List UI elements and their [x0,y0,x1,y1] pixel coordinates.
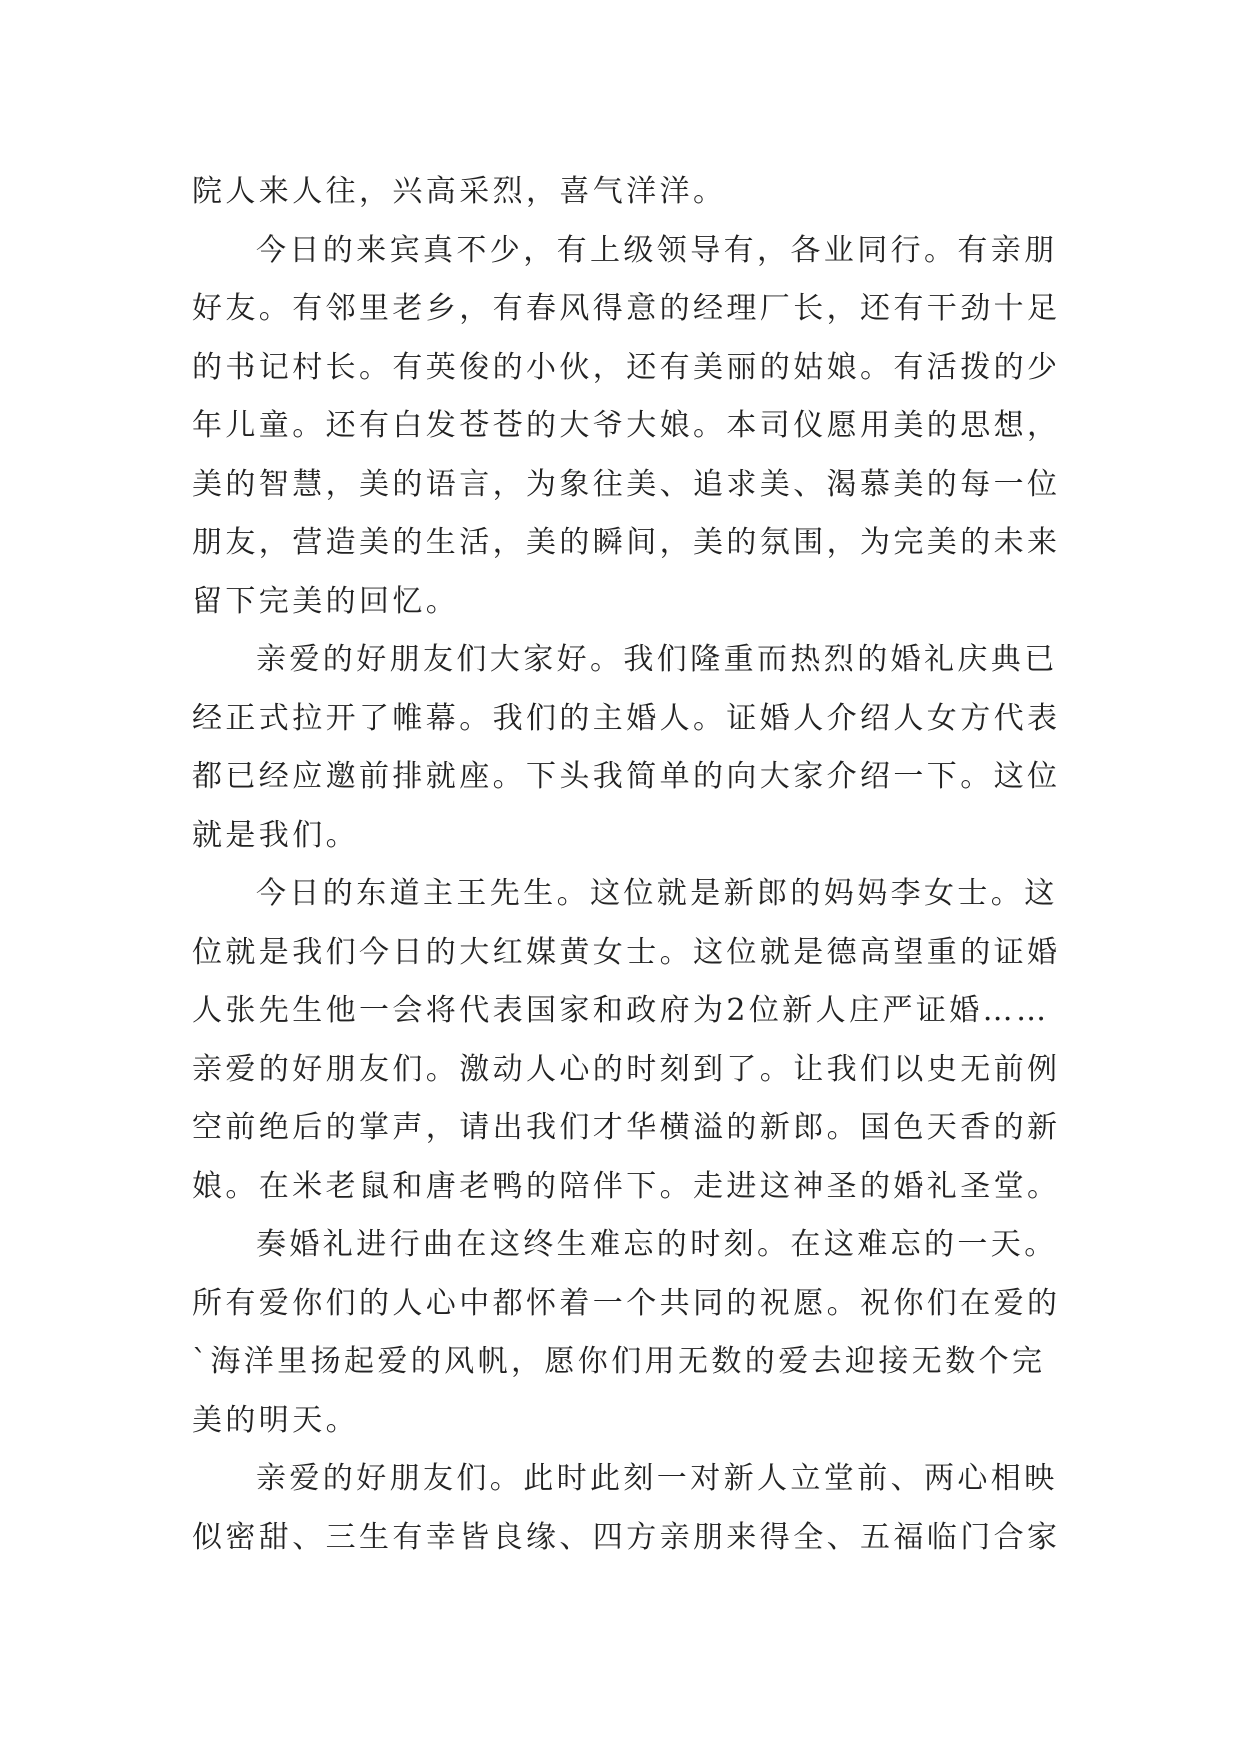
text-line: 似密甜、三生有幸皆良缘、四方亲朋来得全、五福临门合家 [192,1519,1061,1555]
text-line: 院人来人往，兴高采烈，喜气洋洋。 [192,174,727,209]
text-line: 亲爱的好朋友们。激动人心的时刻到了。让我们以史无前例 [192,1051,1061,1087]
text-line: 都已经应邀前排就座。下头我简单的向大家介绍一下。这位 [192,759,1061,794]
text-line: 的书记村长。有英俊的小伙，还有美丽的姑娘。有活拨的少 [192,349,1061,385]
text-line: 年儿童。还有白发苍苍的大爷大娘。本司仪愿用美的思想， [192,408,1061,443]
text-line: 位就是我们今日的大红媒黄女士。这位就是德高望重的证婚 [192,934,1061,970]
text-line: 娘。在米老鼠和唐老鸭的陪伴下。走进这神圣的婚礼圣堂。 [192,1168,1061,1204]
paragraph-first-line: 亲爱的好朋友们。此时此刻一对新人立堂前、两心相映 [256,1461,1058,1496]
paragraph-first-line: 奏婚礼进行曲在这终生难忘的时刻。在这难忘的一天。 [256,1227,1058,1262]
text-line: 好友。有邻里老乡，有春风得意的经理厂长，还有干劲十足 [192,291,1061,326]
text-line: 朋友，营造美的生活，美的瞬间，美的氛围，为完美的未来 [192,525,1061,560]
text-line: 就是我们。 [192,817,359,853]
text-line: 留下完美的回忆。 [192,583,460,619]
paragraph-first-line: 今日的来宾真不少，有上级领导有，各业同行。有亲朋 [256,232,1058,268]
text-line: 人张先生他一会将代表国家和政府为2位新人庄严证婚…… [192,993,1050,1028]
text-line: 美的智慧，美的语言，为象往美、追求美、渴慕美的每一位 [192,466,1061,502]
text-line: `海洋里扬起爱的风帆，愿你们用无数的爱去迎接无数个完 [192,1344,1046,1379]
paragraph-first-line: 今日的东道主王先生。这位就是新郎的妈妈李女士。这 [256,876,1058,911]
paragraph-first-line: 亲爱的好朋友们大家好。我们隆重而热烈的婚礼庆典已 [256,642,1058,677]
text-line: 所有爱你们的人心中都怀着一个共同的祝愿。祝你们在爱的 [192,1285,1061,1321]
text-line: 经正式拉开了帷幕。我们的主婚人。证婚人介绍人女方代表 [192,700,1061,736]
text-line: 空前绝后的掌声，请出我们才华横溢的新郎。国色天香的新 [192,1110,1061,1145]
document-body [192,163,1062,1567]
text-line: 美的明天。 [192,1402,359,1438]
